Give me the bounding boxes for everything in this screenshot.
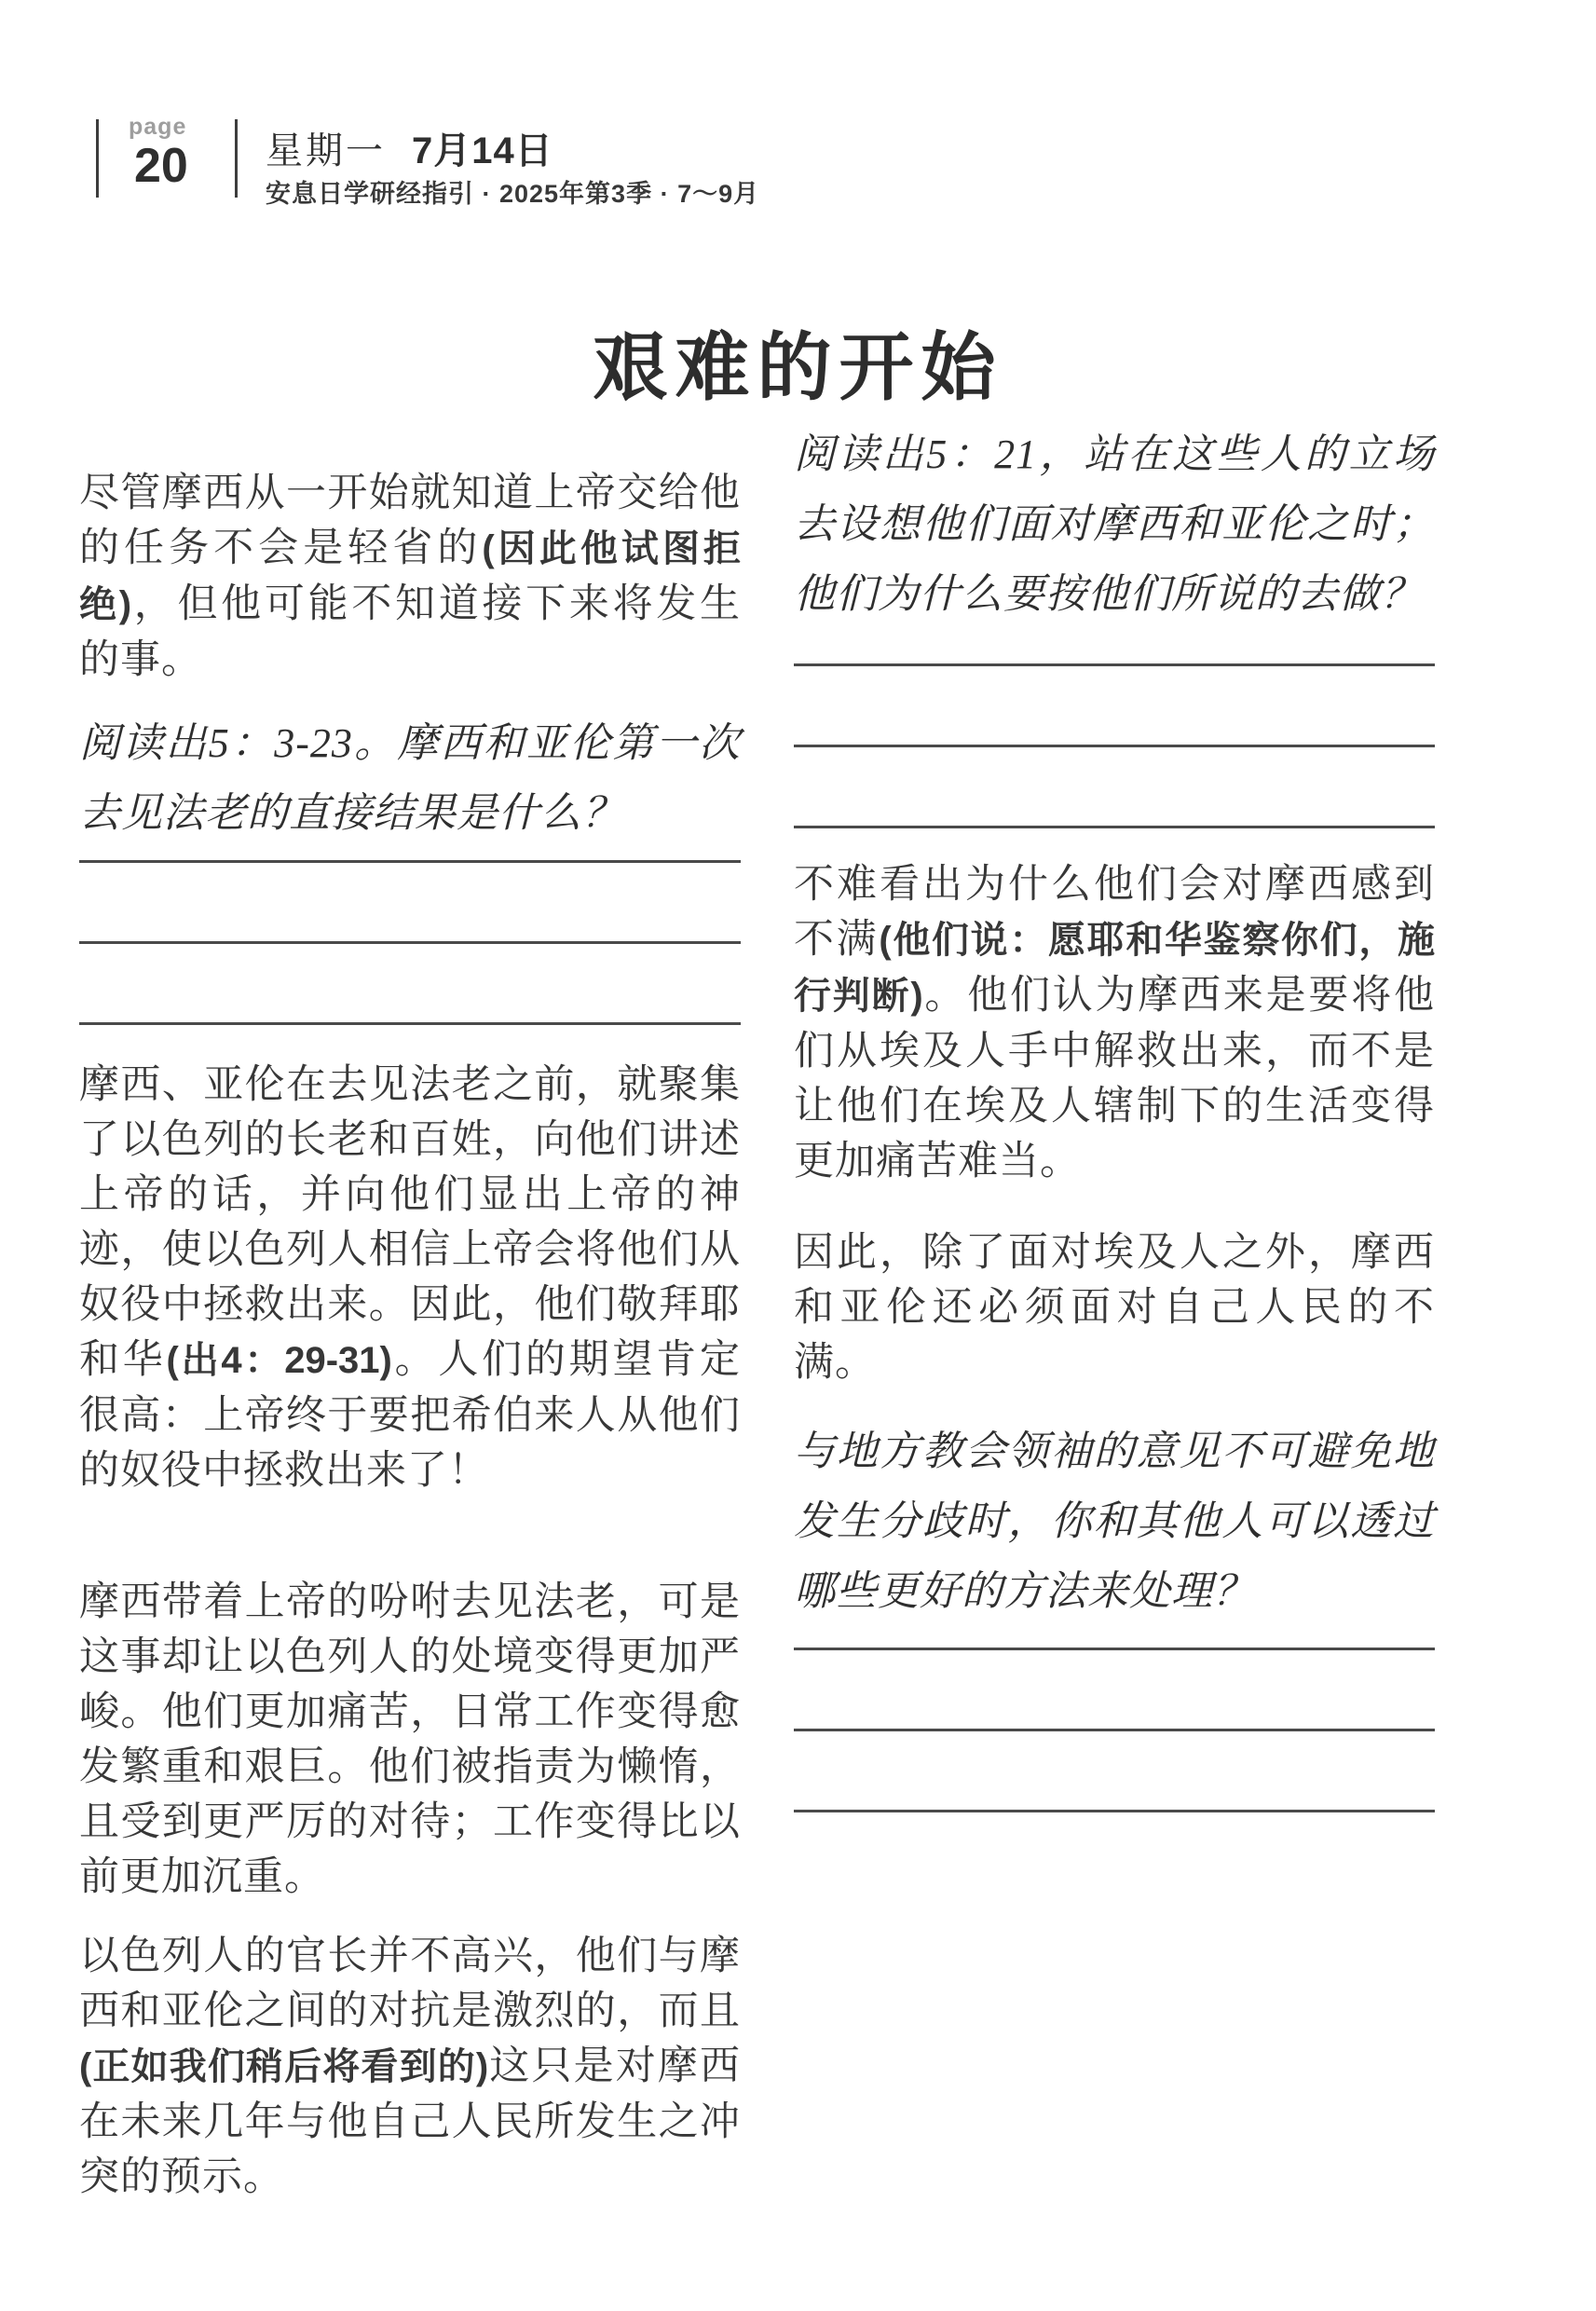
text-segment: 以色列人的官长并不高兴，他们与摩西和亚伦之间的对抗是激烈的，而且	[79, 1934, 741, 2033]
answer-lines	[794, 1569, 1435, 1812]
answer-line	[79, 782, 741, 863]
bold-note-segment: (因此他试图拒绝)	[79, 528, 741, 625]
page-label: page	[129, 114, 187, 140]
text-segment: 摩西、亚伦在去见法老之前，就聚集了以色列的长老和百姓，向他们讲述上帝的话，并向他们显出上帝的神迹，使以色列人相信上帝会将他们从奴役中拯救出来。因此，他们敬拜耶和华	[79, 1062, 741, 1382]
text-segment: 不难看出为什么他们会对摩西感到不满	[794, 862, 1435, 962]
bold-note-segment: (出4：29-31)	[166, 1340, 392, 1381]
text-segment: ，但他可能不知道接下来将发生的事。	[79, 581, 742, 682]
page-title: 艰难的开始	[593, 328, 1003, 410]
answer-line	[794, 1650, 1435, 1731]
answer-line	[794, 666, 1435, 747]
text-segment: 。他们认为摩西来是要将他们从埃及人手中解救出来，而不是让他们在埃及人辖制下的生活变得更加痛苦难当。	[794, 973, 1435, 1183]
text-segment: 摩西带着上帝的吩咐去见法老，可是这事却让以色列人的处境变得更加严峻。他们更加痛苦，日常工作变得愈发繁重和艰巨。他们被指责为懒惰，且受到更严厉的对待；工作变得比以前更加沉重。	[79, 1579, 741, 1899]
text-segment: 与地方教会领袖的意见不可避免地发生分歧时，你和其他人可以透过哪些更好的方法来处理？	[794, 1429, 1435, 1614]
page-number: 20	[134, 139, 188, 193]
answer-line	[794, 585, 1435, 666]
paragraph	[79, 1929, 741, 2205]
text-segment: 阅读出5：21，站在这些人的立场去设想他们面对摩西和亚伦之时；他们为什么要按他们所说的去做？	[794, 431, 1435, 617]
text-segment: 尽管摩西从一开始就知道上帝交给他的任务不会是轻省的	[79, 471, 741, 570]
paragraph	[794, 857, 1435, 1189]
text-segment: 。人们的期望肯定很高：上帝终于要把希伯来人从他们的奴役中拯救出来了！	[79, 1337, 741, 1493]
paragraph	[79, 1058, 741, 1498]
paragraph	[79, 1575, 741, 1905]
paragraph	[794, 1225, 1435, 1390]
answer-line	[794, 1731, 1435, 1812]
answer-lines	[79, 782, 741, 1025]
header-subtitle: 安息日学研经指引 · 2025年第3季 · 7～9月	[266, 180, 760, 208]
right-column	[794, 0, 1435, 2311]
answer-line	[79, 863, 741, 944]
left-column	[79, 0, 741, 2311]
answer-lines	[794, 585, 1435, 828]
bold-note-segment: (他们说：愿耶和华鉴察你们，施行判断)	[794, 920, 1436, 1017]
header-date: 7月14日	[412, 130, 553, 171]
answer-line	[79, 944, 741, 1025]
text-segment: 阅读出5：3-23。摩西和亚伦第一次去见法老的直接结果是什么？	[79, 720, 741, 836]
bold-note-segment: (正如我们稍后将看到的)	[79, 2046, 489, 2087]
paragraph	[79, 466, 741, 688]
header-weekday: 星期一	[266, 130, 386, 171]
text-segment: 这只是对摩西在未来几年与他自己人民所发生之冲突的预示。	[79, 2044, 742, 2199]
answer-line	[794, 747, 1435, 828]
text-segment: 因此，除了面对埃及人之外，摩西和亚伦还必须面对自己人民的不满。	[794, 1230, 1435, 1385]
answer-line	[794, 1569, 1435, 1650]
